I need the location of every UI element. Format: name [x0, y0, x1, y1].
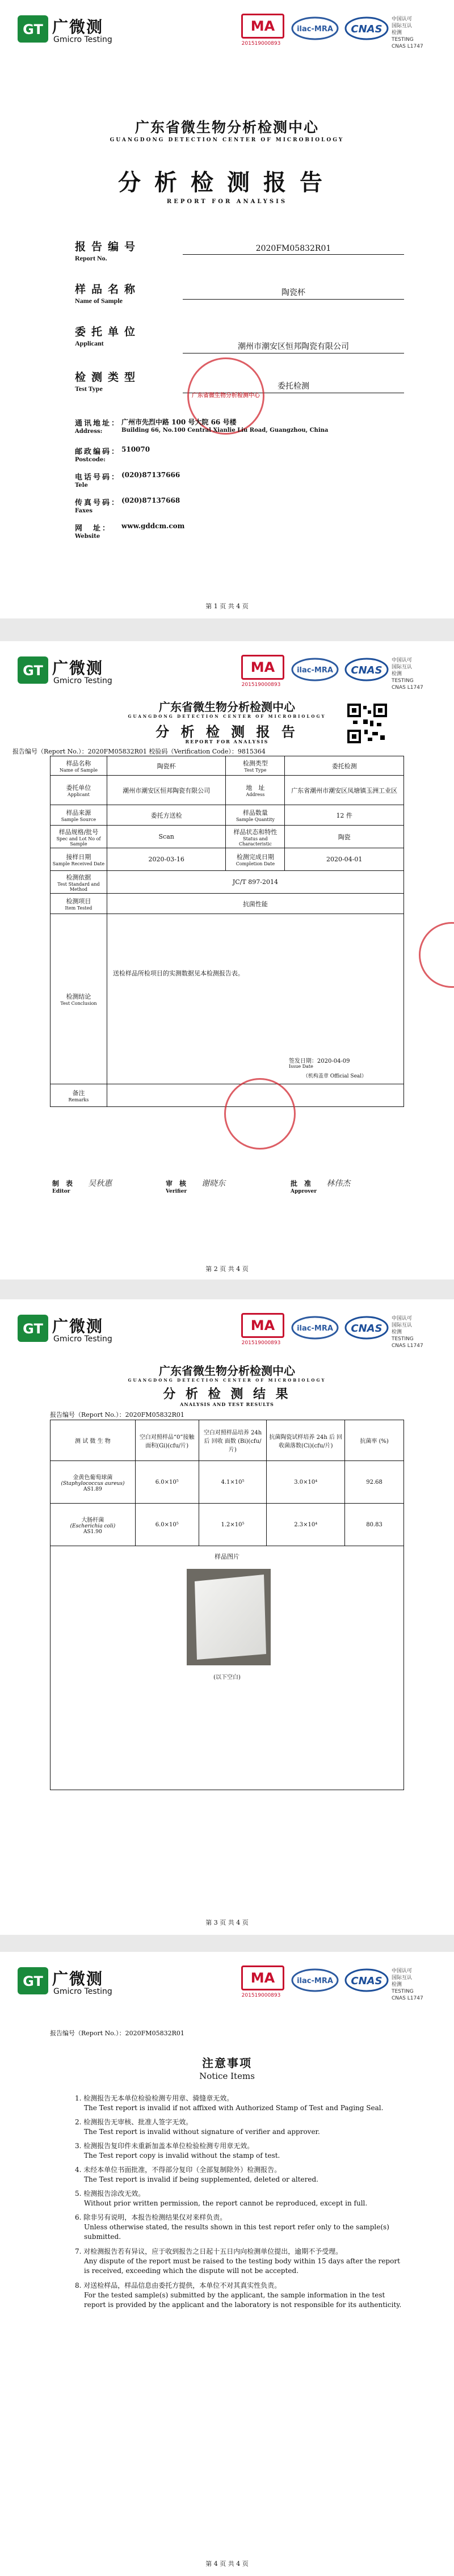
official-seal — [419, 922, 454, 988]
label-cell: 样品规格/批号 Spec and Lot No of Sample — [51, 826, 107, 848]
photo-cell: 样品图片 (以下空白) — [51, 1546, 404, 1790]
svg-text:ilac-MRA: ilac-MRA — [297, 1977, 333, 1985]
center-title: 广东省微生物分析检测中心 — [159, 1364, 295, 1378]
sample-photo — [187, 1569, 271, 1665]
sample-info-table — [50, 756, 404, 1107]
center-title-en: GUANGDONG DETECTION CENTER OF MICROBIOLOGY — [128, 714, 326, 719]
notice-title-en: Notice Items — [199, 2071, 255, 2081]
label-cell: 检测结论 Test Conclusion — [51, 914, 107, 1084]
svg-text:ilac-MRA: ilac-MRA — [297, 666, 333, 675]
table-header: 测 试 微 生 物 — [51, 1420, 136, 1461]
page-number: 第 2 页 共 4 页 — [205, 1265, 249, 1273]
sign-approver: 批 准 林伟杰 Approver — [291, 1179, 351, 1194]
page-gap — [0, 618, 454, 641]
label-cell: 委托单位 Applicant — [51, 776, 107, 805]
page-gap — [0, 1935, 454, 1952]
page-header — [11, 648, 443, 691]
cnas-number: 中国认可 国际互认 检测 TESTING CNAS L1747 — [392, 16, 423, 49]
value-cell: JC/T 897-2014 — [107, 871, 403, 894]
center-title-en: GUANGDONG DETECTION CENTER OF MICROBIOLOGY — [128, 1378, 326, 1383]
cnas-icon — [344, 1315, 389, 1340]
report-page-4 — [0, 1952, 454, 2576]
brand-name: 广微测 — [52, 1317, 104, 1336]
cnas-icon — [344, 657, 389, 682]
svg-text:ilac-MRA: ilac-MRA — [297, 25, 333, 33]
center-title: 广东省微生物分析检测中心 — [159, 700, 295, 714]
official-seal: 广东省微生物分析检测中心 — [187, 357, 264, 435]
value-cell: 广东省潮州市潮安区凤塘镇玉洲工业区 — [285, 776, 404, 805]
page-header — [11, 1959, 443, 2001]
field-sample-name: 样品名称 Name of Sample 陶瓷杯 — [75, 281, 404, 309]
report-title-en: REPORT FOR ANALYSIS — [166, 199, 288, 205]
cnas-icon — [344, 16, 389, 41]
value-cell: 潮州市潮安区恒邦陶瓷有限公司 — [107, 776, 226, 805]
gt-logo-icon — [17, 1314, 49, 1342]
results-table — [50, 1420, 404, 1790]
page-gap — [0, 1279, 454, 1299]
page-number: 第 1 页 共 4 页 — [205, 603, 249, 610]
label-cell: 样品状态和特性 Status and Characteristic — [226, 826, 285, 848]
accreditation-marks — [238, 1962, 443, 2001]
cnas-number: 中国认可 国际互认 检测 TESTING CNAS L1747 — [392, 1968, 423, 2001]
organism-cell: 大肠杆菌 (Escherichia coli) AS1.90 — [51, 1504, 136, 1546]
table-header: 抗菌陶瓷试样培养 24h 后 回收菌落数(Ci)(cfu/片) — [267, 1420, 345, 1461]
table-row — [51, 1461, 404, 1504]
table-header: 空白对照样品“0”接触 面积(Gi)(cfu/片) — [135, 1420, 199, 1461]
notice-item: 2. 检测报告无审核、批准人签字无效。 The Test report is invalid without signature of verifier and approver. — [75, 2118, 320, 2136]
ilac-mra-icon — [291, 657, 339, 682]
value-cell: 6.0×10⁵ — [135, 1461, 199, 1504]
value-cell: 2020-03-16 — [107, 848, 226, 871]
svg-text:GT: GT — [23, 663, 43, 679]
brand-name: 广微测 — [52, 1969, 104, 1988]
field-test-type: 检测类型 Test Type 委托检测 — [75, 369, 404, 397]
label-cell: 检测依据 Test Standard and Method — [51, 871, 107, 894]
gt-logo-icon — [17, 656, 49, 684]
brand-name-en: Gmicro Testing — [53, 1335, 112, 1344]
table-header: 抗菌率 (%) — [345, 1420, 404, 1461]
value-cell: 6.0×10⁵ — [135, 1504, 199, 1546]
official-seal — [224, 1078, 296, 1150]
value-cell: Scan — [107, 826, 226, 848]
cnas-number: 中国认可 国际互认 检测 TESTING CNAS L1747 — [392, 658, 423, 691]
report-no-line: 报告编号（Report No.）：2020FM05832R01 校验码（Verification Code）：9815364 — [12, 748, 266, 755]
cma-mark: MA 201519000893 — [238, 655, 284, 688]
field-report-no: 报告编号 Report No. 2020FM05832R01 — [75, 238, 404, 267]
svg-text:ilac-MRA: ilac-MRA — [297, 1324, 333, 1333]
ilac-mra-icon — [291, 1315, 339, 1340]
value-cell: 委托方送检 — [107, 805, 226, 826]
page-number: 第 3 页 共 4 页 — [205, 1919, 249, 1926]
report-title-en: ANALYSIS AND TEST RESULTS — [180, 1401, 274, 1407]
ilac-mra-icon — [291, 16, 339, 41]
cnas-icon — [344, 1968, 389, 1993]
value-cell: 陶瓷 — [285, 826, 404, 848]
report-page-1 — [0, 0, 454, 618]
value-cell: 2020-04-01 — [285, 848, 404, 871]
value-cell: 92.68 — [345, 1461, 404, 1504]
value-cell: 抗菌性能 — [107, 894, 403, 914]
report-page-2 — [0, 641, 454, 1279]
field-applicant: 委托单位 Applicant 潮州市潮安区恒邦陶瓷有限公司 — [75, 323, 404, 352]
notice-item: 1. 检测报告无本单位检验检测专用章、骑缝章无效。 The Test report is invalid if not affixed with Authorized Stamp of Test and Paging Seal. — [75, 2094, 384, 2112]
brand-name: 广微测 — [52, 18, 104, 36]
cma-mark: MA 201519000893 — [238, 14, 284, 47]
svg-text:GT: GT — [23, 1321, 43, 1337]
page-header — [11, 1306, 443, 1349]
accreditation-marks — [238, 10, 443, 49]
qr-code-icon — [347, 704, 387, 743]
label-cell: 样品名称 Name of Sample — [51, 756, 107, 776]
svg-text:CNAS: CNAS — [351, 1975, 382, 1987]
brand-name-en: Gmicro Testing — [53, 35, 112, 44]
accreditation-marks — [238, 1310, 443, 1348]
report-page-3 — [0, 1299, 454, 1935]
sign-verifier: 审 核 谢晓东 Verifier — [166, 1179, 226, 1194]
report-title: 分 析 检 测 报 告 — [155, 723, 299, 740]
svg-text:GT: GT — [23, 1973, 43, 1989]
notice-item: 3. 检测报告复印件未重新加盖本单位检验检测专用章无效。 The Test report copy is invalid without the stamp of test. — [75, 2142, 280, 2160]
gt-logo-icon — [17, 1967, 49, 1995]
value-cell: 12 件 — [285, 805, 404, 826]
center-title: 广东省微生物分析检测中心 — [134, 119, 319, 136]
contact-fax: 传真号码： Faxes (020)87137668 — [75, 496, 180, 514]
report-title-en: REPORT FOR ANALYSIS — [185, 739, 269, 744]
label-cell: 检测项目 Item Tested — [51, 894, 107, 914]
gt-logo-icon — [17, 15, 49, 43]
cma-mark: MA 201519000893 — [238, 1313, 284, 1346]
svg-text:CNAS: CNAS — [351, 664, 382, 676]
cnas-number: 中国认可 国际互认 检测 TESTING CNAS L1747 — [392, 1316, 423, 1349]
contact-postcode: 邮政编码： Postcode: 510070 — [75, 445, 150, 463]
value-cell: 4.1×10⁵ — [199, 1461, 267, 1504]
value-cell: 3.0×10⁴ — [267, 1461, 345, 1504]
brand-name-en: Gmicro Testing — [53, 1987, 112, 1996]
notice-title: 注意事项 — [202, 2056, 252, 2070]
conclusion-cell: 送检样品所检项目的实测数据见本检测报告表。 签发日期：2020-04-09 Issue Date （机构盖章 Official Seal） — [107, 914, 403, 1084]
notice-item: 8. 对送检样品，样品信息由委托方提供，本单位不对其真实性负责。 For the tested sample(s) submitted by the applicant, the sample information in the test report is provided by the applicant and the laboratory is not responsible for its authenticity. — [75, 2282, 402, 2309]
label-cell: 接样日期 Sample Received Date — [51, 848, 107, 871]
notice-item: 4. 未经本单位书面批准，不得部分复印（全部复制除外）检测报告。 The Test report is invalid if being supplemented, deleted or altered. — [75, 2166, 318, 2183]
contact-address: 通讯地址： Address: 广州市先烈中路 100 号大院 66 号楼 Building 66, No.100 Central Xianlie Liu Road, Guangzhou, China — [75, 418, 329, 435]
label-cell: 备注 Remarks — [51, 1084, 107, 1107]
page-header — [11, 7, 443, 49]
label-cell: 检测完成日期 Completion Date — [226, 848, 285, 871]
brand-name: 广微测 — [52, 659, 104, 677]
value-cell: 陶瓷杯 — [107, 756, 226, 776]
accreditation-marks — [238, 651, 443, 690]
sign-editor: 制 表 吴秋惠 Editor — [52, 1179, 112, 1194]
value-cell: 2.3×10⁴ — [267, 1504, 345, 1546]
notice-item: 5. 检测报告涂改无效。 Without prior written permission, the report cannot be reproduced, except in full. — [75, 2190, 368, 2207]
value-cell: 1.2×10⁵ — [199, 1504, 267, 1546]
svg-text:CNAS: CNAS — [351, 23, 382, 35]
svg-text:CNAS: CNAS — [351, 1323, 382, 1335]
label-cell: 地 址 Address — [226, 776, 285, 805]
svg-text:GT: GT — [23, 22, 43, 37]
report-no-line: 报告编号（Report No.）：2020FM05832R01 — [50, 1411, 184, 1419]
organism-cell: 金黄色葡萄球菌 (Staphylococcus aureus) AS1.89 — [51, 1461, 136, 1504]
notice-item: 6. 除非另有说明，本报告检测结果仅对来样负责。 Unless otherwise stated, the results shown in this test report refer only to the sample(s) submitted. — [75, 2213, 389, 2241]
report-no-line: 报告编号（Report No.）：2020FM05832R01 — [50, 2030, 184, 2037]
contact-website: 网 址： Website www.gddcm.com — [75, 522, 185, 540]
notice-item: 7. 对检测报告若有异议，应于收到报告之日起十五日内向检测单位提出，逾期不予受理。 Any dispute of the report must be raised to the testing body within 15 days after the report is received, exceeding which the dispute will not be accepted. — [75, 2247, 400, 2275]
cma-mark: MA 201519000893 — [238, 1965, 284, 1998]
ilac-mra-icon — [291, 1968, 339, 1993]
page-number: 第 4 页 共 4 页 — [205, 2560, 249, 2567]
label-cell: 样品来源 Sample Source — [51, 805, 107, 826]
value-cell: 委托检测 — [285, 756, 404, 776]
brand-name-en: Gmicro Testing — [53, 676, 112, 685]
table-header: 空白对照样品培养 24h 后 回收 面数 (Bi)(cfu/片) — [199, 1420, 267, 1461]
report-title: 分析检测报告 — [118, 169, 336, 196]
value-cell: 80.83 — [345, 1504, 404, 1546]
table-row — [51, 1504, 404, 1546]
label-cell: 样品数量 Sample Quantity — [226, 805, 285, 826]
label-cell: 检测类型 Test Type — [226, 756, 285, 776]
contact-tele: 电话号码： Tele (020)87137666 — [75, 471, 180, 489]
report-title: 分 析 检 测 结 果 — [163, 1387, 291, 1401]
center-title-en: GUANGDONG DETECTION CENTER OF MICROBIOLOGY — [110, 137, 344, 143]
